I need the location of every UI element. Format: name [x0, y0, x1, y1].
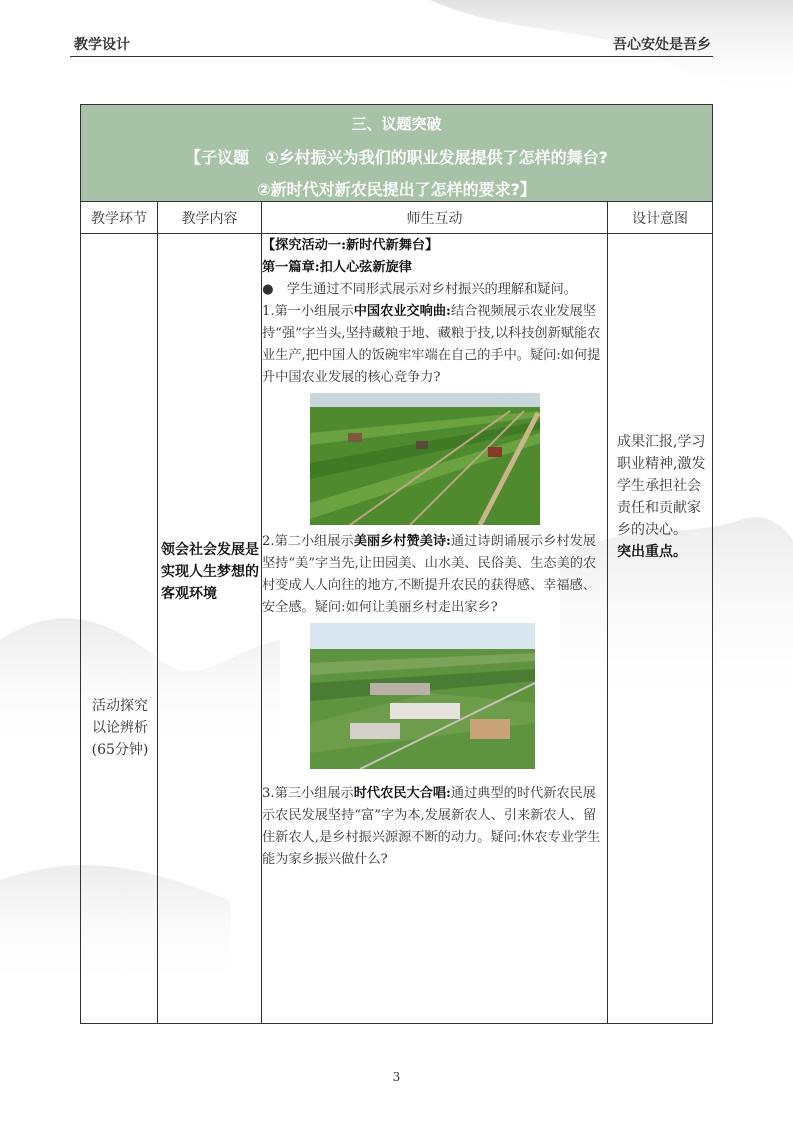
group-1-text: 结合视频展示农业发展坚持“强”字当头,坚持藏粮于地、藏粮于技,以科技创新赋能农业生产,把中国人的饭碗牢牢端在自己的手中。疑问:如何提升中国农业发展的核心竞争力?	[262, 304, 601, 385]
interaction-cell	[262, 235, 604, 871]
group-1-paragraph	[262, 301, 604, 389]
page-header	[70, 34, 713, 57]
column-header-phase: 教学环节	[91, 211, 147, 227]
village-aerial-photo	[310, 623, 535, 769]
column-headers	[81, 201, 712, 234]
intro-text: ● 学生通过不同形式展示对乡村振兴的理解和疑问。	[262, 282, 577, 297]
column-divider	[607, 201, 608, 1023]
group-3-paragraph	[262, 783, 604, 871]
group-1-prefix: 1.第一小组展示	[262, 304, 354, 319]
page-number: 3	[392, 1070, 401, 1084]
header-right-title: 吾心安处是吾乡	[613, 37, 711, 53]
group-3-text: 通过典型的时代新农民展示农民发展坚持“富”字为本,发展新农人、引来新农人、留住新农人,是乡村振兴源源不断的动力。疑问:休农专业学生能为家乡振兴做什么?	[262, 786, 601, 867]
intent-bold-text: 突出重点。	[617, 544, 687, 560]
column-header-interaction: 师生互动	[406, 211, 463, 227]
intent-text: 成果汇报,学习职业精神,激发学生承担社会责任和贡献家乡的决心。	[617, 434, 706, 538]
group-2-title: 美丽乡村赞美诗:	[353, 534, 451, 549]
farmland-tractors-photo	[310, 393, 540, 525]
intent-cell	[617, 431, 709, 563]
chapter-title: 第一篇章:扣人心弦新旋律	[262, 260, 412, 275]
activity-title: 【探究活动一:新时代新舞台】	[262, 238, 439, 253]
table-section-header	[81, 105, 712, 202]
group-2-text: 通过诗朗诵展示乡村发展坚持“美”字当先,让田园美、山水美、民俗美、生态美的农村变成人人向往的地方,不断提升农民的获得感、幸福感、安全感。疑问:如何让美丽乡村走出家乡?	[262, 534, 597, 615]
section-title: 三、议题突破	[351, 115, 442, 133]
group-2-paragraph	[262, 531, 604, 619]
group-3-prefix: 3.第三小组展示	[262, 786, 354, 801]
group-3-title: 时代农民大合唱:	[353, 786, 451, 801]
column-header-content: 教学内容	[181, 211, 238, 227]
column-header-intent: 设计意图	[632, 211, 688, 227]
column-divider	[157, 201, 158, 1023]
header-left-title: 教学设计	[74, 37, 130, 53]
subtopic-line-1: 【子议题 ①乡村振兴为我们的职业发展提供了怎样的舞台?	[185, 148, 608, 167]
group-2-prefix: 2.第二小组展示	[262, 534, 354, 549]
lesson-table	[80, 104, 713, 1024]
group-1-title: 中国农业交响曲:	[353, 304, 451, 319]
subtopic-line-2: ②新时代对新农民提出了怎样的要求?】	[257, 180, 536, 199]
phase-cell: 活动探究以论辨析(65分钟)	[91, 698, 149, 758]
content-cell: 领会社会发展是实现人生梦想的客观环境	[161, 542, 259, 602]
